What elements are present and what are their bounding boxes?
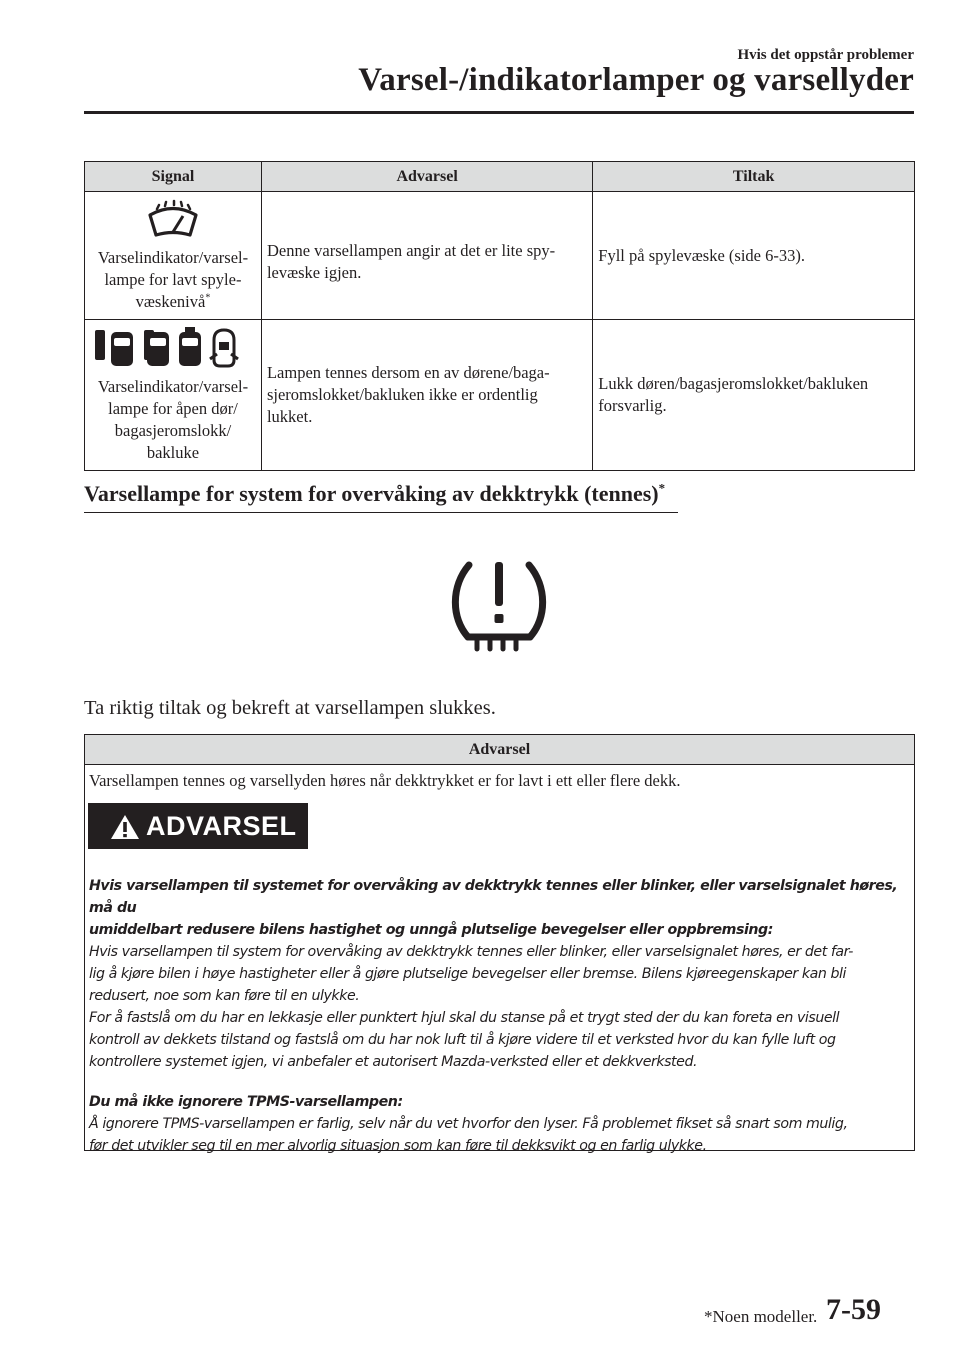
action-cell: Lukk døren/bagasjeromslokket/bakluken forsvarlig. [593,320,915,471]
section-heading: Varsellampe for system for overvåking av dekktrykk (tennes)* [84,480,666,506]
action-cell: Fyll på spylevæske (side 6-33). [593,192,915,320]
instruction-text: Ta riktig tiltak og bekreft at varsellampen slukkes. [84,697,496,719]
table-header: Advarsel [85,735,914,765]
door-open-icons [93,326,253,370]
signal-label: Varselindikator/varsel- lampe for lavt spyle- væskenivå* [97,247,249,311]
section-rule [84,512,678,513]
signal-cell [85,192,262,320]
signal-label: Varselindikator/varsel- lampe for åpen dør/ bagasjeromslokk/ bakluke [97,377,249,462]
chapter-title: Hvis det oppstår problemer [737,47,914,63]
tpms-warning-table [84,734,915,1154]
table-header-row [85,162,915,192]
footnote: *Noen modeller. [704,1307,818,1326]
signal-cell [85,320,262,471]
header-rule [84,111,914,114]
column-header-action: Tiltak [593,162,915,192]
tpms-warning-icon [449,558,549,654]
badge-label: ADVARSEL [146,811,297,841]
warning-triangle-icon [110,814,140,840]
warning-body: Hvis varsellampen til systemet for overvåking av dekktrykk tennes eller blinker, eller varselsignalet høres, må du umiddelbart redusere bilens hastighet og unngå plutselige bevegelser eller oppbremsing: Hvis varsellampen til system for overvåking av dekktrykk tennes eller blinker, eller varselsignalet høres, er det far- lig å kjøre bilen i høye hastigheter eller å gjøre plutselige bevegelser eller bremse. Bilens kjøreegenskaper kan bli redusert, noe som kan føre til en ulykke. For å fastslå om du har en lekkasje eller punktert hjul skal du stanse på et trygt sted der du kan foreta en visuell kontroll av dekkets tilstand og fastslå om du har nok luft til å kjøre videre til et verksted hvor du kan fylle luft og kontrollere systemet igjen, vi anbefaler et autorisert Mazda-verksted eller et dekkverksted. Du må ikke ignorere TPMS-varsellampen: Å ignorere TPMS-varsellampen er farlig, selv når du vet hvorfor den lyser. Få problemet fikset så snart som mulig, før det utvikler seg til en mer alvorlig situasjon som kan føre til dekksvikt og en farlig ulykke. [89,878,898,1154]
warning-cell: Denne varsellampen angir at det er lite spy- levæske igjen. [261,192,592,320]
page-number: 7-59 [826,1293,881,1326]
signal-table [84,161,915,471]
washer-fluid-icon [145,199,201,241]
page-title: Varsel-/indikatorlamper og varsellyder [358,62,914,98]
warning-description: Varsellampen tennes og varsellyden høres når dekktrykket er for lavt i ett eller flere dekk. [89,771,681,790]
table-row [85,320,915,471]
warning-cell: Lampen tennes dersom en av dørene/baga- sjeromslokket/bakluken ikke er ordentlig lukket. [261,320,592,471]
column-header-warning: Advarsel [261,162,592,192]
advarsel-badge [88,803,308,849]
column-header-signal: Signal [85,162,262,192]
table-row [85,192,915,320]
